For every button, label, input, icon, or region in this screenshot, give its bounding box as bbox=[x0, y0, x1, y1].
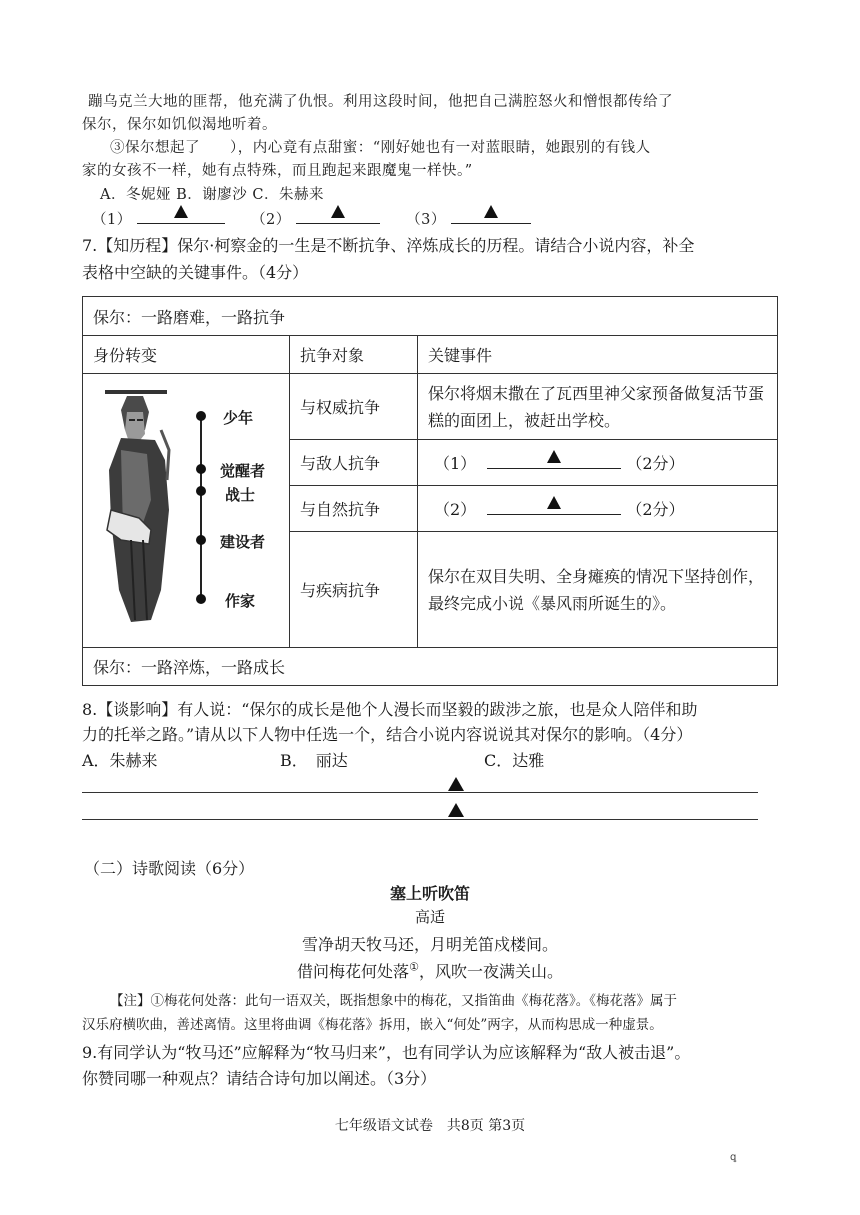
identity-timeline-cell bbox=[83, 374, 290, 648]
score-label: （2分） bbox=[626, 500, 685, 519]
table-header-row: 保尔：一路磨难，一路抗争 bbox=[83, 297, 778, 336]
event-nature-cell bbox=[418, 486, 778, 532]
timeline-dot bbox=[196, 411, 206, 421]
q9-line-2: 你赞同哪一种观点？请结合诗句加以阐述。（3分） bbox=[82, 1069, 437, 1088]
poem-author: 高适 bbox=[414, 908, 445, 926]
blank-3-line[interactable] bbox=[451, 209, 531, 224]
blank-2-number: （2） bbox=[434, 500, 477, 519]
triangle-marker-icon bbox=[174, 205, 188, 218]
blank-2-label: （2） bbox=[251, 212, 291, 228]
blank-1-line[interactable] bbox=[137, 209, 225, 224]
q8-line-2: 力的托举之路。”请从以下人物中任选一个，结合小说内容说说其对保尔的影响。（4分） bbox=[82, 725, 693, 744]
pavel-portrait-illustration bbox=[91, 390, 191, 640]
excerpt-line-1: 蹦乌克兰大地的匪帮，他充满了仇恨。利用这段时间，他把自己满腔怒火和憎恨都传给了 bbox=[88, 94, 673, 110]
triangle-marker-icon bbox=[448, 803, 464, 817]
q6-answer-blanks bbox=[92, 208, 531, 229]
timeline-dot bbox=[196, 594, 206, 604]
blank-1-label: （1） bbox=[92, 212, 132, 228]
q8-line-1: 8.【谈影响】有人说：“保尔的成长是他个人漫长而坚毅的跋涉之旅，也是众人陪伴和助 bbox=[82, 700, 698, 719]
triangle-marker-icon bbox=[331, 205, 345, 218]
poem-note-line-2: 汉乐府横吹曲，善述离情。这里将曲调《梅花落》拆用，嵌入“何处”两字，从而构思成一种虚景。 bbox=[82, 1017, 663, 1033]
poem-note-line-1: 【注】①梅花何处落：此句一语双关，既指想象中的梅花，又指笛曲《梅花落》。《梅花落》属于 bbox=[110, 993, 677, 1009]
col-target-header: 抗争对象 bbox=[290, 336, 418, 374]
triangle-marker-icon bbox=[484, 205, 498, 218]
note-marker: ① bbox=[409, 960, 419, 974]
poem-line-2 bbox=[0, 959, 860, 982]
q8-option-a: A．朱赫来 bbox=[82, 751, 158, 770]
timeline-line bbox=[200, 414, 202, 600]
timeline-dot bbox=[196, 535, 206, 545]
excerpt-line-4: 家的女孩不一样，她有点特殊，而且跑起来跟魔鬼一样快。” bbox=[82, 163, 473, 179]
event-enemy-cell bbox=[418, 440, 778, 486]
triangle-marker-icon bbox=[448, 777, 464, 791]
stage-soldier: 战士 bbox=[225, 486, 256, 504]
scan-mark: ꝗ bbox=[730, 1152, 737, 1163]
stage-builder: 建设者 bbox=[220, 533, 266, 551]
target-enemy: 与敌人抗争 bbox=[290, 440, 418, 486]
stage-writer: 作家 bbox=[225, 592, 256, 610]
poem-title: 塞上听吹笛 bbox=[389, 884, 470, 903]
stage-youth: 少年 bbox=[223, 409, 254, 427]
col-event-header: 关键事件 bbox=[418, 336, 778, 374]
col-identity-header: 身份转变 bbox=[83, 336, 290, 374]
table-blank-2[interactable] bbox=[487, 500, 621, 515]
score-label: （2分） bbox=[626, 454, 685, 473]
blank-1-number: （1） bbox=[434, 454, 477, 473]
triangle-marker-icon bbox=[547, 450, 561, 463]
event-authority: 保尔将烟末撒在了瓦西里神父家预备做复活节蛋糕的面团上，被赶出学校。 bbox=[418, 374, 778, 440]
q7-line-2: 表格中空缺的关键事件。（4分） bbox=[82, 263, 309, 282]
q9-line-1: 9.有同学认为“牧马还”应解释为“牧马归来”，也有同学认为应该解释为“敌人被击退”。 bbox=[82, 1043, 691, 1062]
event-disease: 保尔在双目失明、全身瘫痪的情况下坚持创作，最终完成小说《暴风雨所诞生的》。 bbox=[418, 532, 778, 648]
answer-line-1[interactable] bbox=[82, 792, 758, 793]
q8-option-b: B． 丽达 bbox=[280, 751, 348, 770]
table-blank-1[interactable] bbox=[487, 454, 621, 469]
target-nature: 与自然抗争 bbox=[290, 486, 418, 532]
poem-line-2-part-b: ，风吹一夜满关山。 bbox=[418, 962, 563, 981]
table-footer-row: 保尔：一路淬炼，一路成长 bbox=[83, 648, 778, 686]
answer-line-2[interactable] bbox=[82, 819, 758, 820]
excerpt-line-3: ③保尔想起了 ），内心竟有点甜蜜：“刚好她也有一对蓝眼睛，她跟别的有钱人 bbox=[110, 140, 651, 156]
triangle-marker-icon bbox=[547, 496, 561, 509]
poem-line-1: 雪净胡天牧马还，月明羌笛戍楼间。 bbox=[301, 935, 558, 954]
page-footer: 七年级语文试卷 共8页 第3页 bbox=[334, 1118, 526, 1134]
target-disease: 与疾病抗争 bbox=[290, 532, 418, 648]
poem-line-2-part-a: 借问梅花何处落 bbox=[297, 962, 410, 981]
target-authority: 与权威抗争 bbox=[290, 374, 418, 440]
timeline-dot bbox=[196, 486, 206, 496]
q7-line-1: 7.【知历程】保尔·柯察金的一生是不断抗争、淬炼成长的历程。请结合小说内容，补全 bbox=[82, 236, 695, 255]
q8-option-c: C．达雅 bbox=[484, 751, 545, 770]
q6-options: A．冬妮娅 B．谢廖沙 C．朱赫来 bbox=[100, 187, 324, 203]
blank-2-line[interactable] bbox=[296, 209, 380, 224]
timeline-dot bbox=[196, 464, 206, 474]
excerpt-line-2: 保尔，保尔如饥似渴地听着。 bbox=[82, 117, 277, 133]
growth-table bbox=[82, 296, 778, 686]
stage-awakened: 觉醒者 bbox=[220, 462, 266, 480]
blank-3-label: （3） bbox=[406, 212, 446, 228]
poetry-section-heading: （二）诗歌阅读（6分） bbox=[84, 859, 255, 878]
